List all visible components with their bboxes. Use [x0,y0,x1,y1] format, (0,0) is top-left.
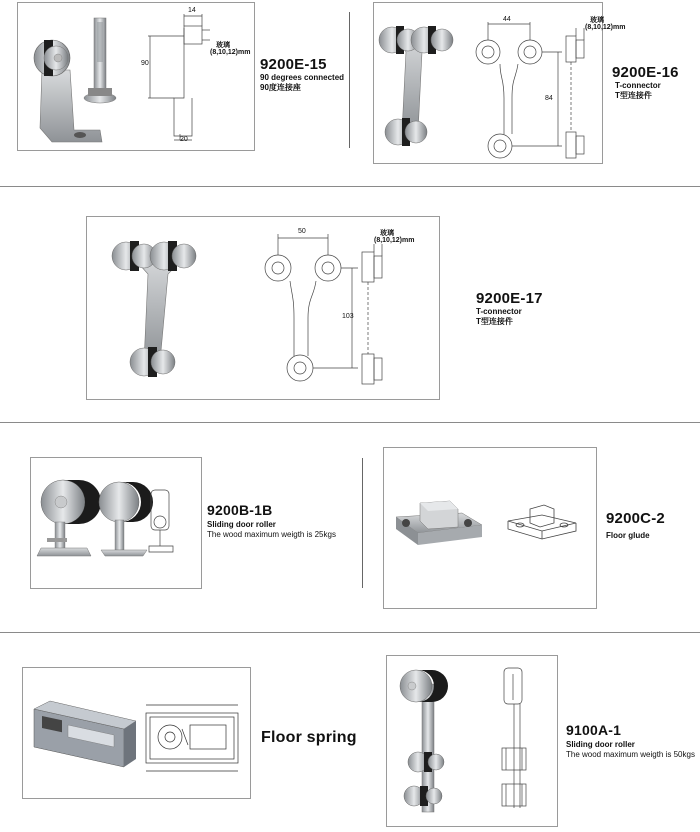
product-code-9200E-17: 9200E-17 [476,290,543,307]
product-name-cn-9200E-16: T型连接件 [615,91,652,100]
product-code-9200E-16: 9200E-16 [612,64,679,81]
product-code-9200C-2: 9200C-2 [606,510,665,527]
glass-label-9200E-16: 玻璃 [590,17,604,24]
glass-size-9200E-15: (8,10,12)mm [210,49,251,56]
column-divider-2 [362,458,363,588]
glass-label-9200E-17: 玻璃 [380,230,394,237]
product-note-9200B-1B: The wood maximum weigth is 25kgs [207,530,336,539]
technical-drawing-9200E-16 [470,8,600,163]
product-photo-9200E-17 [108,228,218,390]
dim-44: 44 [503,16,511,23]
column-divider-1 [349,12,350,148]
product-name-cn-9200E-15: 90度连接座 [260,83,301,92]
product-name-9200C-2: Floor glude [606,531,650,540]
product-name-9200B-1B: Sliding door roller [207,520,276,529]
product-code-floor-spring: Floor spring [261,729,357,746]
dim-50: 50 [298,228,306,235]
product-photo-9200B-1B [35,470,195,570]
product-name-9200E-16: T-connector [615,81,661,90]
product-photo-floor-spring [28,695,248,785]
technical-drawing-9200E-17 [262,226,432,391]
product-name-9100A-1: Sliding door roller [566,740,635,749]
technical-drawing-9200E-15 [140,6,230,146]
product-name-9200E-17: T-connector [476,307,522,316]
product-photo-9200C-2 [392,495,582,565]
product-code-9200E-15: 9200E-15 [260,56,327,73]
glass-label-9200E-15: 玻璃 [216,42,230,49]
dim-103: 103 [342,313,354,320]
section-divider-1 [0,186,700,187]
product-photo-9100A-1 [392,662,552,822]
product-note-9100A-1: The wood maximum weigth is 50kgs [566,750,695,759]
glass-size-9200E-16: (8,10,12)mm [585,24,626,31]
dim-84: 84 [545,95,553,102]
product-photo-9200E-15 [22,10,127,145]
dim-14: 14 [188,7,196,14]
product-code-9200B-1B: 9200B-1B [207,502,273,518]
product-code-9100A-1: 9100A-1 [566,722,622,738]
dim-90: 90 [141,60,149,67]
product-photo-9200E-16 [378,12,463,162]
product-name-9200E-15: 90 degrees connected [260,73,345,82]
glass-size-9200E-17: (8,10,12)mm [374,237,415,244]
section-divider-3 [0,632,700,633]
product-name-cn-9200E-17: T型连接件 [476,317,513,326]
dim-20: 20 [180,136,188,143]
section-divider-2 [0,422,700,423]
